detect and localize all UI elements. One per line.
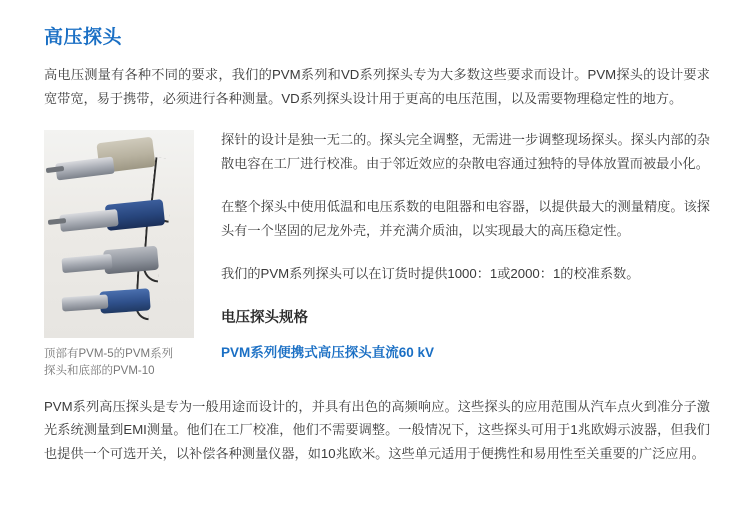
figure-block (44, 126, 209, 381)
body-paragraph: 探针的设计是独一无二的。探头完全调整，无需进一步调整现场探头。探头内部的杂散电容在工厂进行校准。由于邻近效应的杂散电容通过独特的导体放置而被最小化。 (221, 132, 710, 171)
spec-section-heading: 电压探头规格 (221, 309, 308, 326)
figure-and-text-section (44, 126, 710, 381)
page-title: 高压探头 (44, 27, 123, 48)
body-paragraph: 在整个探头中使用低温和电压系数的电阻器和电容器，以提供最大的测量精度。该探头有一个坚固的尼龙外壳，并充满介质油，以实现最大的高压稳定性。 (221, 199, 710, 238)
figure-caption: 顶部有PVM-5的PVM系列探头和底部的PVM-10 (44, 348, 174, 378)
bottom-section (44, 395, 710, 466)
intro-paragraph: 高电压测量有各种不同的要求，我们的PVM系列和VD系列探头专为大多数这些要求而设计。PVM探头的设计要求宽带宽，易于携带，必须进行各种测量。VD系列探头设计用于更高的电压范围，以及需要物理稳定性的地方。 (44, 67, 710, 106)
spec-section-subheading: PVM系列便携式高压探头直流60 kV (221, 344, 435, 360)
figure-side-text (209, 126, 710, 367)
body-paragraph: PVM系列高压探头是专为一般用途而设计的，并具有出色的高频响应。这些探头的应用范围从汽车点火到准分子激光系统测量到EMI测量。他们在工厂校准，他们不需要调整。一般情况下，这些探头可用于1兆欧姆示波器，但我们也提供一个可选开关，以补偿各种测量仪器，如10兆欧米。这些单元适用于便携性和易用性至关重要的广泛应用。 (44, 398, 710, 461)
high-voltage-probe-photo (44, 130, 194, 338)
probe-tube-icon (55, 157, 115, 181)
body-paragraph: 我们的PVM系列探头可以在订货时提供1000：1或2000：1的校准系数。 (221, 266, 640, 281)
